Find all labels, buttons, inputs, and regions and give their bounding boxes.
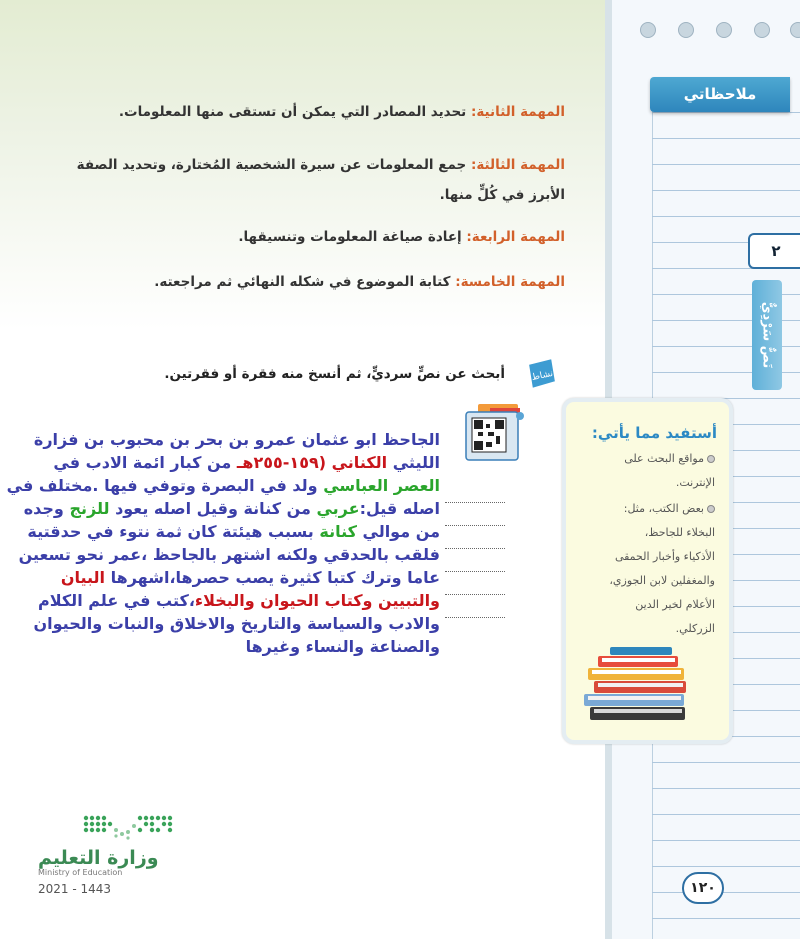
sidebar-list-item xyxy=(624,502,715,515)
essay-line xyxy=(53,453,440,472)
qr-code-icon xyxy=(460,402,530,466)
sidebar-line: الإنترنت. xyxy=(675,476,715,489)
edition-year: 2021 - 1443 xyxy=(38,882,112,896)
essay-span: الليثي xyxy=(392,453,440,472)
essay-span: ،كتب في علم الكلام xyxy=(38,591,195,610)
ministry-name-arabic: وزارة التعليم xyxy=(38,847,159,869)
essay-line: والصناعة والنساء وغيرها xyxy=(245,637,440,656)
essay-line xyxy=(38,591,440,610)
essay-span: عاما وترك كتبا كثيرة يصب حصرها،اشهرها xyxy=(110,568,440,587)
essay-span-red: (١٥٩-٢٥٥هـ xyxy=(236,453,327,472)
ring-hole xyxy=(678,22,694,38)
task-text: تحديد المصادر التي يمكن أن تستقى منها المعلومات. xyxy=(118,104,467,120)
activity-badge-label: نشاط xyxy=(530,368,555,384)
essay-span-red: والتبيين وكتاب الحيوان والبخلاء xyxy=(194,591,440,610)
notebook-ruled-line xyxy=(652,216,800,217)
sidebar-line: الأذكياء وأخبار الحمقى xyxy=(614,550,715,563)
task-item xyxy=(154,267,565,297)
essay-span: من كبار ائمة الادب في xyxy=(53,453,232,472)
writing-dotted-line xyxy=(445,617,505,618)
essay-line xyxy=(7,476,440,495)
task-item xyxy=(238,222,565,252)
unit-number-box xyxy=(748,233,800,269)
essay-span: من كنانة وقيل اصله يعود xyxy=(115,499,311,518)
essay-span: اصله قيل: xyxy=(359,499,440,518)
notebook-ruled-line xyxy=(652,138,800,139)
bullet-icon xyxy=(707,455,715,463)
task-text: إعادة صياغة المعلومات وتنسيقها. xyxy=(238,229,462,245)
page-number: ١٢٠ xyxy=(682,872,724,904)
task-text: جمع المعلومات عن سيرة الشخصية المُختارة، وتحديد الصفة xyxy=(76,157,467,173)
task-label: المهمة الخامسة: xyxy=(455,274,565,290)
task-item xyxy=(119,97,565,127)
essay-span: من موالي xyxy=(362,522,440,541)
sidebar-line: الأعلام لخير الدين xyxy=(635,598,715,611)
task-label: المهمة الثالثة: xyxy=(470,157,565,173)
writing-dotted-line xyxy=(445,548,505,549)
unit-number: ٢ xyxy=(771,242,781,260)
essay-span-green: العصر العباسي xyxy=(323,476,440,495)
sidebar-line: البخلاء للجاحظ، xyxy=(644,526,715,539)
essay-line xyxy=(61,568,440,587)
essay-line xyxy=(24,499,440,518)
ring-hole xyxy=(716,22,732,38)
essay-span: وجده xyxy=(23,499,64,518)
notes-title: ملاحظاتي xyxy=(683,85,757,103)
essay-span-red: الكناني xyxy=(331,453,388,472)
task-item xyxy=(77,150,565,210)
ring-hole xyxy=(754,22,770,38)
unit-tab xyxy=(752,280,782,390)
notebook-ruled-line xyxy=(652,788,800,789)
writing-dotted-line xyxy=(445,571,505,572)
sidebar-line: بعض الكتب، مثل: xyxy=(623,502,704,515)
bullet-icon xyxy=(707,505,715,513)
sidebar-line: الزركلي. xyxy=(675,622,715,635)
writing-dotted-line xyxy=(445,594,505,595)
essay-span: بسبب هيئتة كان ثمة نتوء في حدقتية xyxy=(27,522,314,541)
notebook-ruled-line xyxy=(652,112,800,113)
notebook-ruled-line xyxy=(652,190,800,191)
sidebar-line: مواقع البحث على xyxy=(624,452,704,465)
notebook-ruled-line xyxy=(652,866,800,867)
essay-span-green: للزنج xyxy=(69,499,110,518)
essay-span-red: البيان xyxy=(60,568,106,587)
books-stack-icon xyxy=(580,645,695,725)
essay-line: الجاحظ ابو عثمان عمرو بن بحر بن محبوب بن فزارة xyxy=(33,430,440,449)
ring-hole xyxy=(790,22,800,38)
task-label: المهمة الثانية: xyxy=(470,104,565,120)
task-label: المهمة الرابعة: xyxy=(466,229,565,245)
task-text: كتابة الموضوع في شكله النهائي ثم مراجعته. xyxy=(154,274,451,290)
unit-tab-label: نَصٌّ سَرْدِيٌّ xyxy=(759,301,775,369)
sidebar-line: والمغفلين لابن الجوزي، xyxy=(609,574,715,587)
sidebar-title: أستفيد مما يأتي: xyxy=(591,424,717,442)
notes-title-tab xyxy=(650,77,790,112)
activity-instruction: أبحث عن نصٍّ سرديٍّ، ثم أنسخ منه فقرة أو فقرتين. xyxy=(164,366,505,382)
essay-span-green: كنانة xyxy=(319,522,357,541)
essay-line: فلقب بالحدقي ولكنه اشتهر بالجاحظ ،عمر نحو تسعين xyxy=(18,545,440,564)
activity-badge xyxy=(522,356,560,392)
writing-dotted-line xyxy=(445,525,505,526)
ring-hole xyxy=(640,22,656,38)
essay-line: والادب والسياسة والتاريخ والاخلاق والنبات والحيوان xyxy=(33,614,440,633)
essay-line xyxy=(27,522,440,541)
notebook-ruled-line xyxy=(652,164,800,165)
task-text-continued: الأبرز في كُلٍّ منها. xyxy=(439,187,565,203)
sidebar-list-item xyxy=(624,452,715,465)
essay-span-green: عربي xyxy=(316,499,360,518)
ministry-name-english: Ministry of Education xyxy=(38,868,123,877)
ministry-logo-icon xyxy=(80,812,180,842)
essay-span: ولد في البصرة وتوفي فيها .مختلف في xyxy=(6,476,318,495)
notebook-ruled-line xyxy=(652,840,800,841)
writing-dotted-line xyxy=(445,502,505,503)
notebook-ruled-line xyxy=(652,814,800,815)
notebook-ruled-line xyxy=(652,762,800,763)
notebook-ruled-line xyxy=(652,918,800,919)
notebook-ruled-line xyxy=(652,892,800,893)
